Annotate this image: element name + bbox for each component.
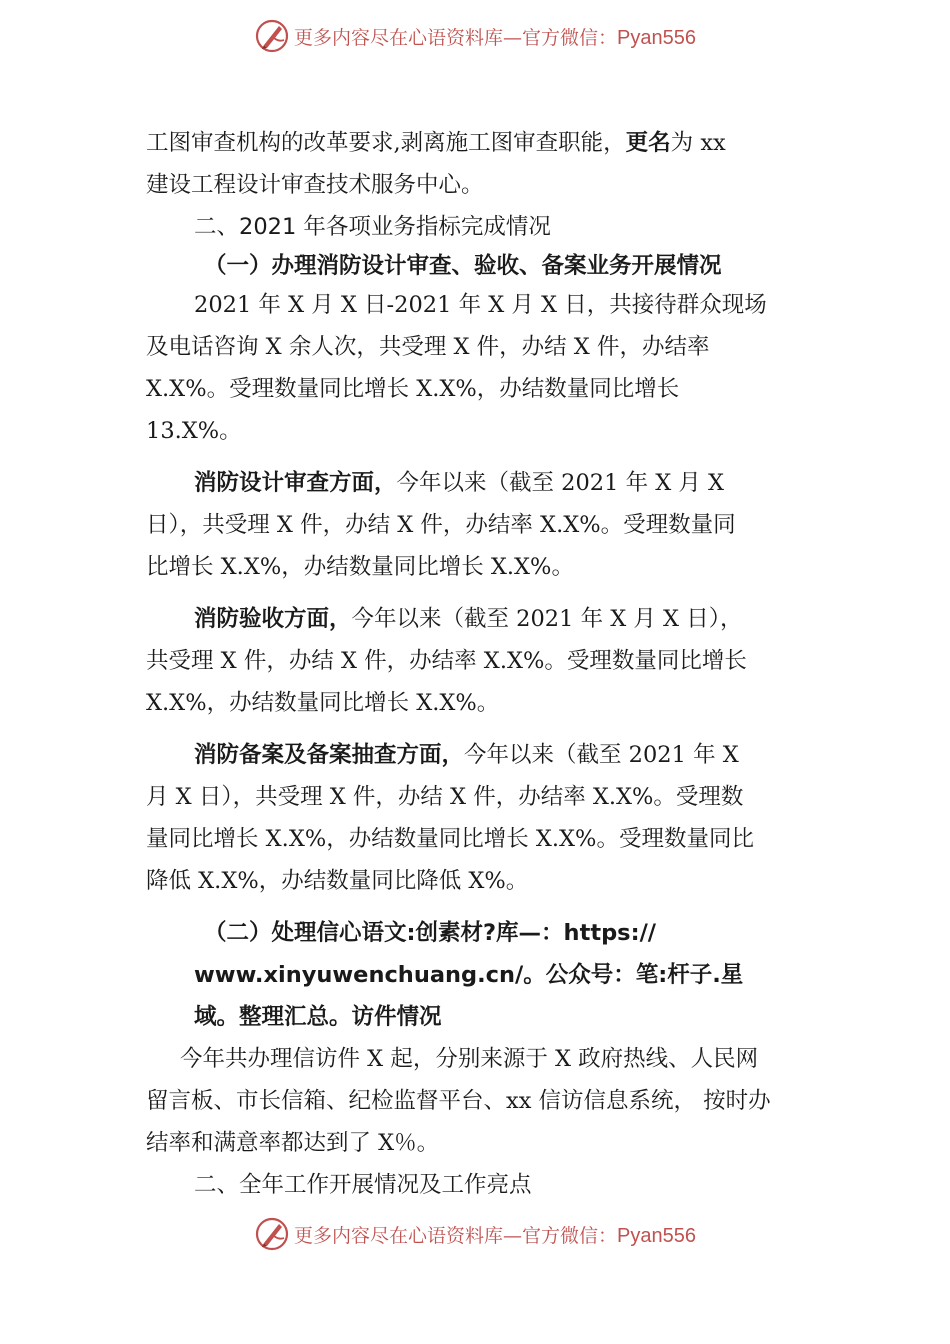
p2-line-1-text: 今年以来（截至 2021 年 X 月 X xyxy=(396,470,725,496)
header-banner-handle: Pyan556 xyxy=(617,26,696,49)
section-heading-highlights: 二、全年工作开展情况及工作亮点 xyxy=(194,1172,532,1198)
subsection-heading-1: （一）办理消防设计审查、验收、备案业务开展情况 xyxy=(204,253,722,279)
intro-bold-text: 更名 xyxy=(625,130,671,156)
p3-bold-lead: 消防验收方面， xyxy=(194,606,352,632)
p4-line-1 xyxy=(146,734,822,776)
p4-line-4: 降低 X.X%，办结数量同比降低 X%。 xyxy=(146,868,529,894)
p2-bold-lead: 消防设计审查方面， xyxy=(194,470,397,496)
p1-line-4: 13.X%。 xyxy=(146,418,242,444)
intro-line-1 xyxy=(146,122,822,164)
pen-nib-logo-icon xyxy=(254,18,290,54)
p5-line-1: 今年共办理信访件 X 起，分别来源于 X 政府热线、人民网 xyxy=(180,1046,759,1072)
header-banner-inner xyxy=(254,18,696,54)
p4-bold-lead: 消防备案及备案抽查方面， xyxy=(194,742,465,768)
p4-line-1-text: 今年以来（截至 2021 年 X xyxy=(464,742,739,768)
intro-text: 工图审查机构的改革要求,剥离施工图审查职能， xyxy=(146,130,626,156)
footer-banner-inner xyxy=(254,1216,696,1252)
paragraph-gap xyxy=(146,588,822,598)
p2-line-3: 比增长 X.X%，办结数量同比增长 X.X%。 xyxy=(146,554,574,580)
p5-line-2: 留言板、市长信箱、纪检监督平台、xx 信访信息系统， 按时办 xyxy=(146,1088,771,1114)
header-banner-label: 更多内容尽在心语资料库—官方微信： xyxy=(294,26,618,49)
p2-line-2: 日），共受理 X 件，办结 X 件，办结率 X.X%。受理数量同 xyxy=(146,512,736,538)
footer-banner-text xyxy=(294,1221,696,1248)
p1-line-1: 2021 年 X 月 X 日-2021 年 X 月 X 日，共接待群众现场 xyxy=(194,292,767,318)
p3-line-3: X.X%，办结数量同比增长 X.X%。 xyxy=(146,690,500,716)
paragraph-gap xyxy=(146,452,822,462)
p3-line-2: 共受理 X 件，办结 X 件，办结率 X.X%。受理数量同比增长 xyxy=(146,648,747,674)
p1-line-3: X.X%。受理数量同比增长 X.X%，办结数量同比增长 xyxy=(146,376,680,402)
p3-line-1 xyxy=(146,598,822,640)
intro-tail-text: 为 xx xyxy=(670,130,726,156)
section-heading-2021: 二、2021 年各项业务指标完成情况 xyxy=(194,214,551,240)
p4-line-3: 量同比增长 X.X%，办结数量同比增长 X.X%。受理数量同比 xyxy=(146,826,754,852)
subsection-heading-2-line-3: 域。整理汇总。访件情况 xyxy=(194,1004,442,1030)
pen-nib-logo-icon xyxy=(254,1216,290,1252)
document-body xyxy=(146,122,822,1206)
footer-banner-label: 更多内容尽在心语资料库—官方微信： xyxy=(294,1224,618,1247)
p3-line-1-text: 今年以来（截至 2021 年 X 月 X 日）， xyxy=(351,606,743,632)
footer-banner-handle: Pyan556 xyxy=(617,1224,696,1247)
subsection-heading-2-line-1: （二）处理信心语文:创素材?库—：https:// xyxy=(204,920,657,946)
p4-line-2: 月 X 日），共受理 X 件，办结 X 件，办结率 X.X%。受理数 xyxy=(146,784,744,810)
paragraph-gap xyxy=(146,902,822,912)
p5-line-3: 结率和满意率都达到了 X％。 xyxy=(146,1130,440,1156)
intro-line-2: 建设工程设计审查技术服务中心。 xyxy=(146,172,484,198)
p2-line-1 xyxy=(146,462,822,504)
header-banner-text xyxy=(294,23,696,50)
subsection-heading-2-line-2: www.xinyuwenchuang.cn/。公众号：笔:杆子.星 xyxy=(194,962,744,988)
header-banner xyxy=(0,16,950,56)
footer-banner xyxy=(0,1214,950,1254)
p1-line-2: 及电话咨询 X 余人次，共受理 X 件，办结 X 件，办结率 xyxy=(146,334,710,360)
paragraph-gap xyxy=(146,724,822,734)
